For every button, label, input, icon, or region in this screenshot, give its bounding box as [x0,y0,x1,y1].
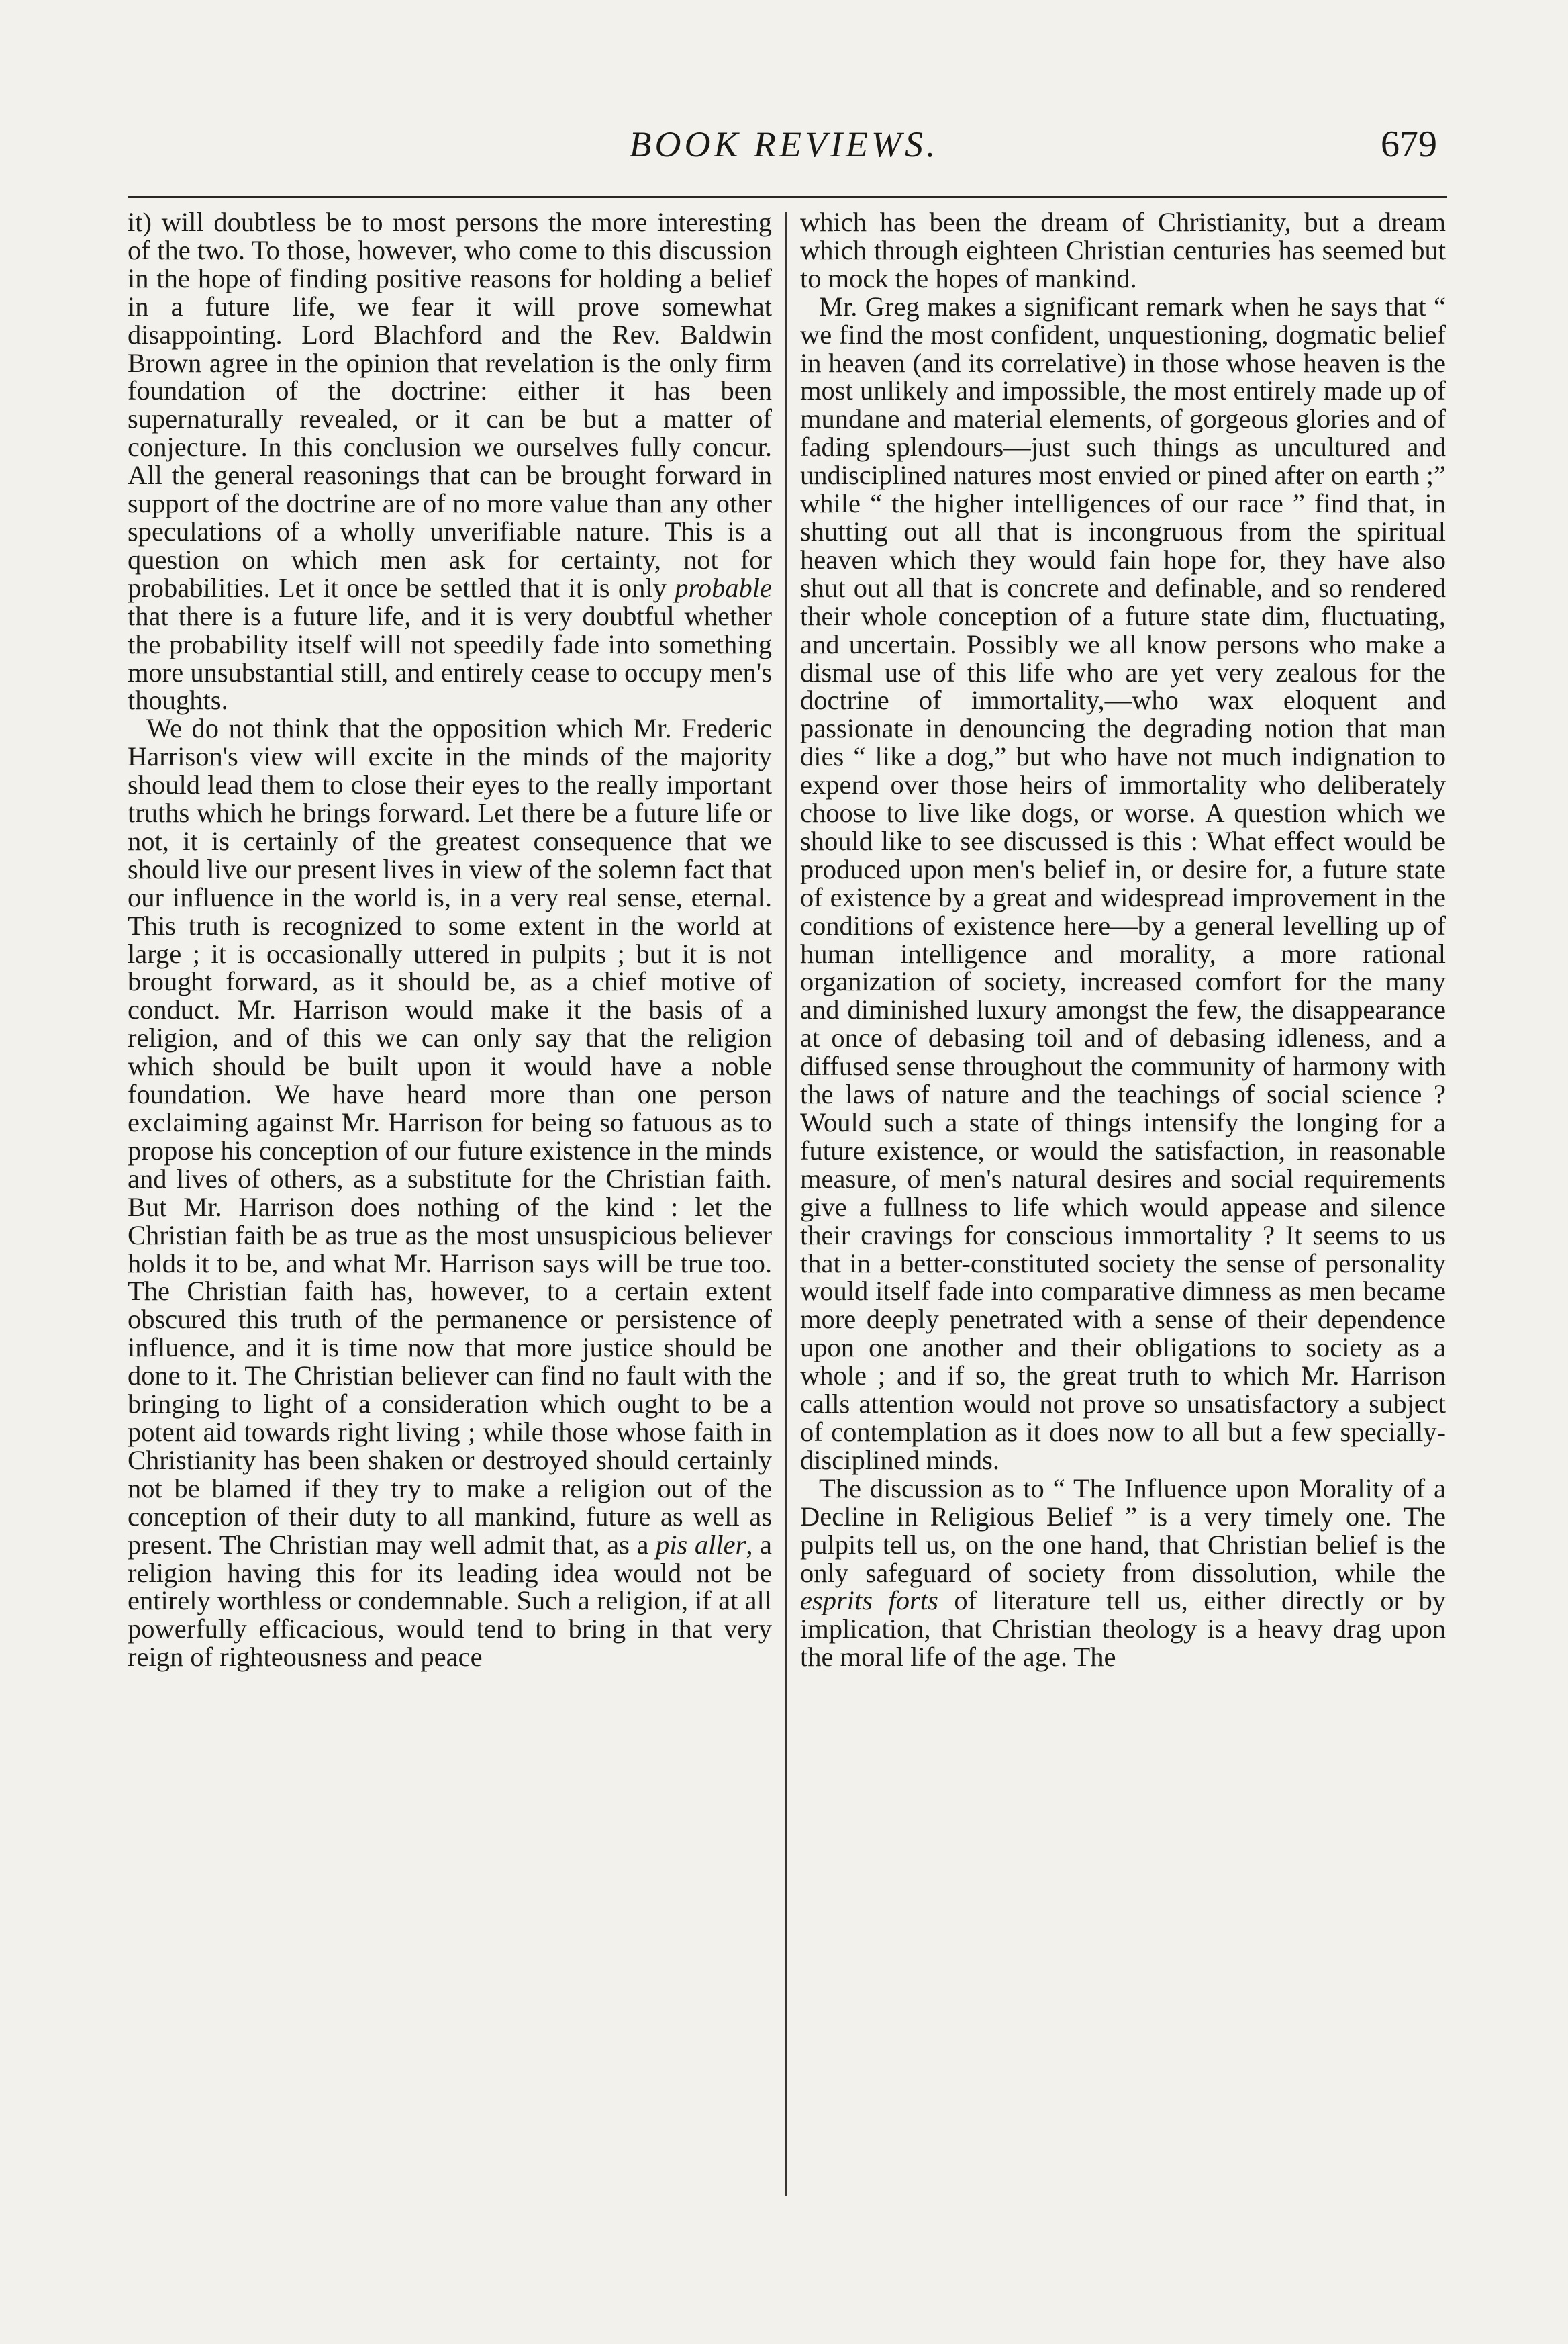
page-number: 679 [1381,124,1437,165]
left-column [128,208,772,2199]
left-p1-text: it) will doubtless be to most persons the more interesting of the two. To those, however, who come to this discussion in the hope of finding positive reasons for holding a belief in a future life, we fear it will prove somewhat disappointing. Lord Blachford and the Rev. Baldwin Brown agree in the opinion that revelation is the only firm foundation of the doctrine: either it has been supernaturally revealed, or it can be but a matter of conjecture. In this conclusion we ourselves fully concur. All the general reasonings that can be brought forward in support of the doctrine are of no more value than any other speculations of a wholly unverifiable nature. This is a question on which men ask for certainty, not for probabilities. Let it once be settled that it is only [128,208,772,603]
right-column [800,208,1446,2199]
right-paragraph-2: Mr. Greg makes a significant remark when he says that “ we find the most confident, unquestioning, dogmatic belief in heaven (and its correlative) in those whose heaven is the most unlikely and impossible, the most entirely made up of mundane and material elements, of gorgeous glories and of fading splendours—just such things as uncultured and undisciplined natures most envied or pined after on earth ;” while “ the higher intelligences of our race ” find that, in shutting out all that is incongruous from the spiritual heaven which they would fain hope for, they have also shut out all that is concrete and definable, and so rendered their whole conception of a future state dim, fluctuating, and uncertain. Possibly we all know persons who make a dismal use of this life who are yet very zealous for the doctrine of immortality,—who wax eloquent and passionate in denouncing the degrading notion that man dies “ like a dog,” but who have not much indignation to expend over those heirs of immortality who deliberately choose to live like dogs, or worse. A question which we should like to see discussed is this : What effect would be produced upon men's belief in, or desire for, a future state of existence by a great and widespread improvement in the conditions of existence here—by a general levelling up of human intelligence and morality, a more rational organization of society, increased comfort for the many and diminished luxury amongst the few, the disappearance at once of debasing toil and of debasing idleness, and a diffused sense throughout the community of harmony with the laws of nature and the teachings of social science ? Would such a state of things intensify the longing for a future existence, or would the satisfaction, in reasonable measure, of men's natural desires and social requirements give a fullness to life which would appease and silence their cravings for conscious immortality ? It seems to us that in a better-constituted society the sense of personality would itself fade into comparative dimness as men became more deeply penetrated with a sense of their dependence upon one another and their obligations to society as a whole ; and if so, the great truth to which Mr. Harrison calls attention would not prove so unsatisfactory a subject of contemplation as it does now to all but a few specially-disciplined minds. [800,291,1446,1475]
right-p3-end: of literature tell us, either directly or by implication, that Christian theology is a heavy drag upon the moral life of the age. The [800,1585,1446,1673]
right-p3-text: The discussion as to “ The Influence upon Morality of a Decline in Religious Belief ” is a very timely one. The pulpits tell us, on the one hand, that Christian belief is the only safeguard of society from dissolution, while the [800,1472,1446,1588]
right-paragraph-3 [800,1474,1446,1671]
page-header [0,121,1568,168]
column-divider [785,212,787,2196]
left-paragraph-2 [128,714,772,1671]
running-title: BOOK REVIEWS. [629,124,939,165]
left-p2-text: We do not think that the opposition which Mr. Frederic Harrison's view will excite in the minds of the majority should lead them to close their eyes to the really important truths which he brings forward. Let there be a future life or not, it is certainly of the greatest consequence that we should live our present lives in view of the solemn fact that our influence in the world is, in a very real sense, eternal. This truth is recognized to some extent in the world at large ; it is occasionally uttered in pulpits ; but it is not brought forward, as it should be, as a chief motive of conduct. Mr. Harrison would make it the basis of a religion, and of this we can only say that the religion which should be built upon it would have a noble foundation. We have heard more than one person exclaiming against Mr. Harrison for being so fatuous as to propose his conception of our future existence in the minds and lives of others, as a substitute for the Christian faith. But Mr. Harrison does nothing of the kind : let the Christian faith be as true as the most unsuspicious believer holds it to be, and what Mr. Harrison says will be true too. The Christian faith has, however, to a certain extent obscured this truth of the permanence or persistence of influence, and it is time now that more justice should be done to it. The Christian believer can find no fault with the bringing to light of a consideration which ought to be a potent aid towards right living ; while those whose faith in Christianity has been shaken or destroyed should certainly not be blamed if they try to make a religion out of the conception of their duty to all mankind, future as well as present. The Christian may well admit that, as a [128,713,772,1560]
right-p3-emphasis: esprits forts [800,1585,938,1616]
left-p1-end: that there is a future life, and it is very doubtful whether the probability itself will not speedily fade into something more unsubstantial still, and entirely cease to occupy men's thoughts. [128,600,772,716]
right-paragraph-1: which has been the dream of Christianity, but a dream which through eighteen Christian centuries has seemed but to mock the hopes of mankind. [800,208,1446,293]
header-rule [128,196,1447,198]
left-p2-emphasis: pis aller [656,1529,746,1560]
left-p2-end: , a religion having this for its leading idea would not be entirely worthless or condemnable. Such a religion, if at all powerfully efficacious, would tend to bring in that very reign of righteousness and peace [128,1529,772,1673]
left-p1-emphasis: probable [675,572,772,603]
left-paragraph-1 [128,208,772,714]
